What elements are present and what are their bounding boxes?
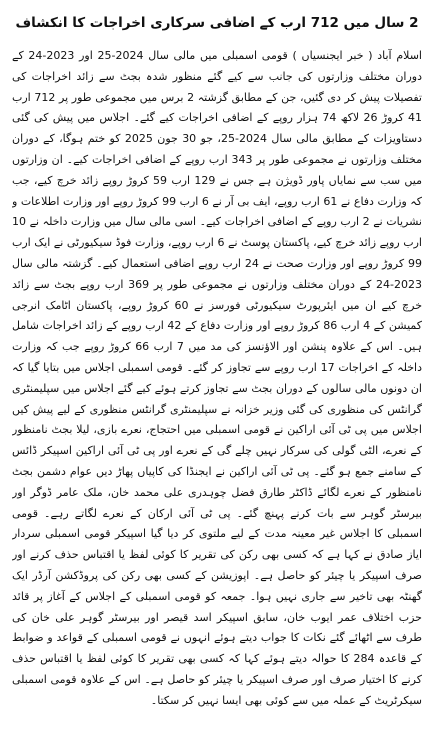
article-body: اسلام آباد ( خبر ایجنسیاں ) قومی اسمبلی میں مالی سال 2024-25 اور 2023-24 کے دوران مختلف وزارتوں کی جانب سے کیے گئے منظور شدہ بجٹ سے زائد اخراجات کی تفصیلات پیش کر دی گئیں، جن کے مطابق گزشتہ 2 برس میں مجموعی طور پر 712 ارب 41 کروڑ 26 لاکھ 74 ہزار روپے کے اضافی اخراجات کیے گئے۔ اجلاس میں پیش کی گئی دستاویزات کے مطابق مالی سال 2024-25، جو 30 جون 2025 کو ختم ہوگا، کے دوران مختلف وزارتوں نے مجموعی طور پر 343 ارب روپے کے اضافی اخراجات کیے۔ ان وزارتوں میں سب سے نمایاں پاور ڈویژن ہے جس نے 129 ارب 59 کروڑ روپے زائد خرچ کیے، جب کہ وزارت دفاع نے 61 ارب روپے، ایف بی آر نے 6 ارب 99 کروڑ روپے اور وزارت اطلاعات و نشریات نے 2 ارب روپے کے اضافی اخراجات کیے۔ اسی مالی سال میں وزارت داخلہ نے 10 ارب روپے زائد خرچ کیے، پاکستان پوسٹ نے 6 ارب روپے، وزارت فوڈ سیکیورٹی نے ایک ارب 99 کروڑ روپے اور وزارت صحت نے 24 ارب روپے اضافی استعمال کیے۔ گزشتہ مالی سال 2023-24 کے دوران مختلف وزارتوں نے مجموعی طور پر 369 ارب روپے بجٹ سے زائد خرچ کیے ان میں ایئرپورٹ سیکیورٹی فورسز نے 60 کروڑ روپے، پاکستان اٹامک انرجی کمیشن کے 4 ارب 86 کروڑ روپے اور وزارت دفاع کے 42 ارب روپے کے زائد اخراجات شامل ہیں۔ اس کے علاوہ پنشن اور الاؤنسز کی مد میں 7 ارب 66 کروڑ روپے جب کہ وزارت داخلہ کے اخراجات 17 ارب روپے سے تجاوز کر گئے۔ قومی اسمبلی اجلاس میں بتایا گیا کہ ان دونوں مالی سالوں کے دوران بجٹ سے تجاوز کرتے ہوئے کیے گئے اجلاس میں سپلیمنٹری گرانٹس کی منظوری کی گئی وزیر خزانہ نے سپلیمنٹری گرانٹس منظوری کے لیے پیش کیں اجلاس میں پی ٹی آئی اراکین نے قومی اسمبلی میں احتجاج، نعرے بازی، لیلا بجٹ نامنظور کے نعرے، الٹی گولی کی سرکار نہیں چلے گی کے نعرے اور پی ٹی آئی اراکین اسپیکر ڈائس کے سامنے جمع ہو گئے۔ پی ٹی آئی اراکین نے ایجنڈا کی کاپیاں پھاڑ دیں عوام دشمن بجٹ نامنظور کے نعرے لگائے ڈاکٹر طارق فضل چوہدری علی محمد خان، ملک عامر ڈوگر اور بیرسٹر گوہر سے بات کرنے پہنچ گئے۔ پی ٹی آئی ارکان کے نعرے لگاتے رہے۔ قومی اسمبلی کا اجلاس غیر معینہ مدت کے لیے ملتوی کر دیا گیا اسپیکر قومی اسمبلی سردار ایاز صادق نے کہا ہے کہ کسی بھی رکن کی تقریر کا کوئی لفظ یا اقتباس حذف کرنے اور صرف اسپیکر یا چیئر کو حاصل ہے۔ اپوزیشن کے کسی بھی رکن کی پروڈکشن آرڈر ایک گھنٹہ بھی تاخیر سے جاری نہیں ہوا۔ جمعہ کو قومی اسمبلی کے اجلاس کے آغاز پر قائد حزب اختلاف عمر ایوب خان، سابق اسپیکر اسد قیصر اور بیرسٹر گوہر علی خان کی طرف سے اٹھائے گئے نکات کا جواب دیتے ہوئے انہوں نے قومی اسمبلی کے قواعد و ضوابط کے قاعدہ 284 کا حوالہ دیتے ہوئے کہا کہ کسی بھی تقریر کا کوئی لفظ یا اقتباس حذف کرنے کا اختیار صرف اور صرف اسپیکر یا چیئر کو حاصل ہے۔ اس کے علاوہ قومی اسمبلی سیکرٹریٹ کے عملہ میں سے کوئی بھی ایسا نہیں کر سکتا۔ — [12, 49, 422, 707]
headline: 2 سال میں 712 ارب کے اضافی سرکاری اخراجات کا انکشاف — [15, 15, 419, 31]
